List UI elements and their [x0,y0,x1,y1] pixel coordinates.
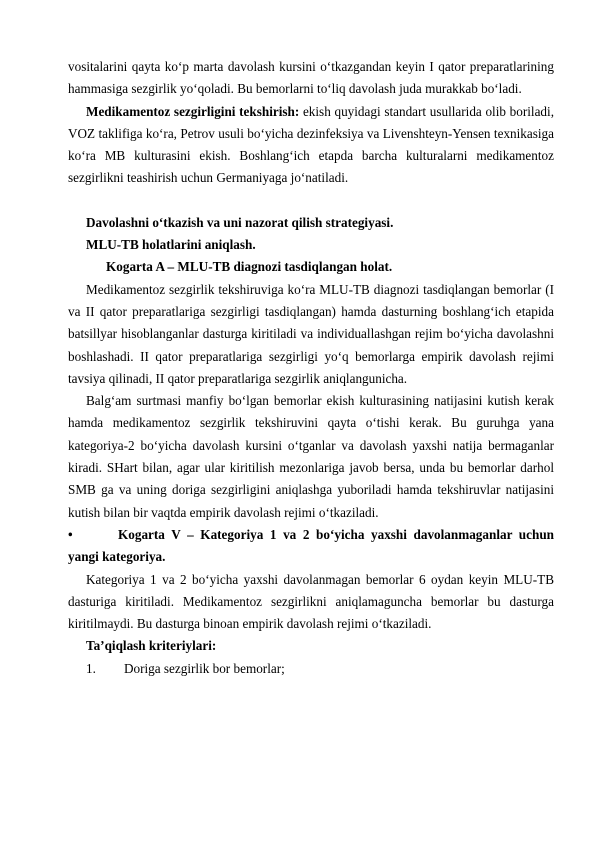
list-item-text: Doriga sezgirlik bor bemorlar; [124,660,285,676]
list-item-number: 1. [86,660,96,676]
bullet-cohort-v-text: Kogarta V – Kategoriya 1 va 2 bo‘yicha yaxshi davolanmaganlar uchun yangi kategoriya. [68,526,554,565]
heading-exclusion-criteria [68,635,554,657]
bullet-cohort-v [68,524,554,569]
heading-exclusion-criteria-text: Ta’qiqlash kriteriylari: [86,638,217,654]
heading-mlu-tb-detection-text: MLU-TB holatlarini aniqlash. [86,237,256,253]
spacer [68,190,554,212]
heading-cohort-a [68,256,554,278]
bullet-icon: • [68,526,73,542]
sensitivity-test-term: Medikamentoz sezgirligini tekshirish: [86,103,300,119]
paragraph-continuation: vositalarini qayta ko‘p marta davolash kursini o‘tkazgandan keyin I qator preparatlarining hammasiga sezgirlik yo‘qoladi. Bu bemorlarni to‘liq davolash juda murakkab bo‘ladi. [68,59,554,97]
heading-cohort-a-text: Kogarta A – MLU-TB diagnozi tasdiqlangan holat. [106,259,393,275]
paragraph-cohort-v: Kategoriya 1 va 2 bo‘yicha yaxshi davolanmagan bemorlar 6 oydan keyin MLU-TB dasturiga kiritiladi. Medikamentoz sezgirlikni aniqlamaguncha bemorlar bu dasturga kiritilmaydi. Bu dasturga binoan empirik davolash rejimi o‘tkaziladi. [68,571,554,632]
paragraph-cohort-a: Medikamentoz sezgirlik tekshiruviga ko‘ra MLU-TB diagnozi tasdiqlangan bemorlar (I va II qator preparatlariga sezgirligi tasdiqlangan) hamda dasturning boshlang‘ich etapida batsillyar hisoblanganlar dasturga kiritiladi va individuallashgan rejim bo‘yicha davolashni boshlashadi. II qator preparatlariga sezgirligi yo‘q bemorlarga empirik davolash rejimi tavsiya qilinadi, II qator preparatlariga sezgirlik aniqlangunicha. [68,281,554,386]
document-page [68,56,554,680]
sensitivity-test-text: ekish quyidagi standart usullarida olib boriladi, VOZ taklifiga ko‘ra, Petrov usuli bo‘yicha dezinfeksiya va Livenshteyn-Yensen texnikasiga ko‘ra MB kulturasini ekish. Boshlang‘ich etapda barcha kulturalarni medikamentoz sezgirlikni teashirish uchun Germaniyaga jo‘natiladi. [68,103,554,186]
list-item [68,658,554,680]
heading-strategy [68,212,554,234]
heading-strategy-text: Davolashni o‘tkazish va uni nazorat qilish strategiyasi. [86,214,394,230]
paragraph-sensitivity-test [68,101,554,190]
heading-mlu-tb-detection [68,234,554,256]
paragraph-sputum-negative: Balg‘am surtmasi manfiy bo‘lgan bemorlar ekish kulturasining natijasini kutish kerak hamda medikamentoz sezgirlik tekshiruvini qayta o‘tishi kerak. Bu guruhga yana kategoriya-2 bo‘yicha davolash kursini o‘tganlar va davolash yaxshi natija bermaganlar kiradi. SHart bilan, agar ular kiritilish mezonlariga javob bersa, unda bu bemorlar darhol SMB ga va uning doriga sezgirligini aniqlashga yuboriladi hamda tekshiruvlar natijasini kutish bilan bir vaqtda empirik davolash rejimi o‘tkaziladi. [68,393,554,520]
